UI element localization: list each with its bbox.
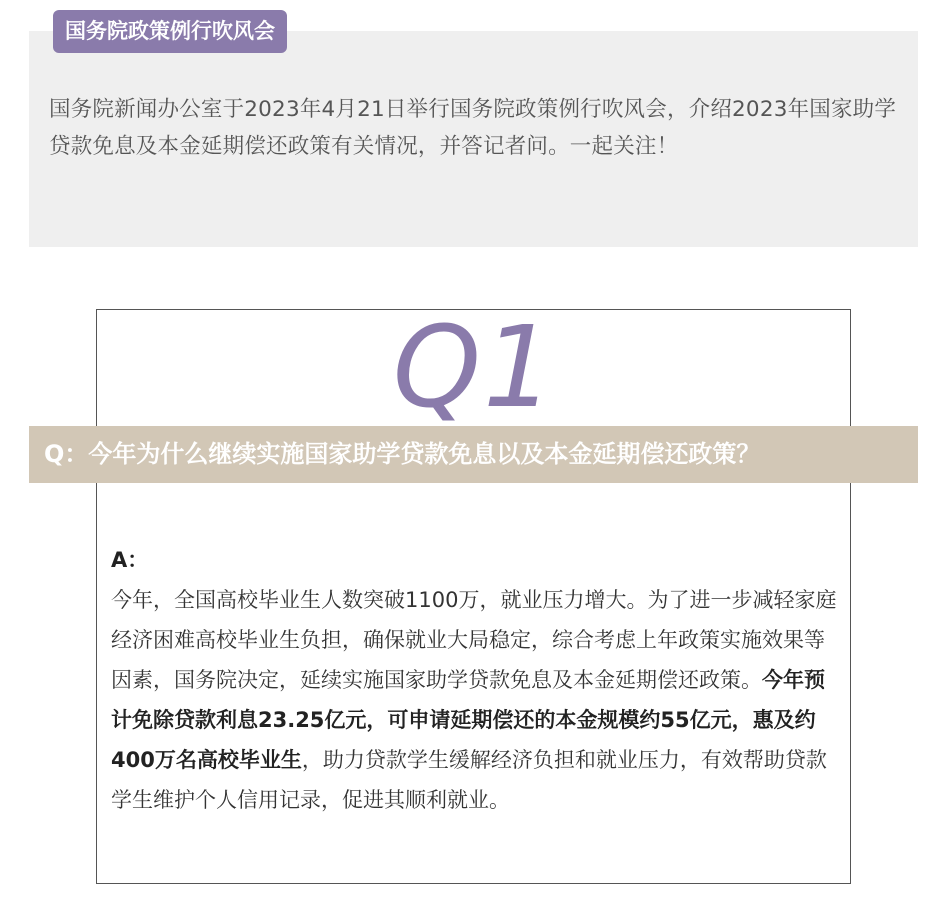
intro-tag: 国务院政策例行吹风会 bbox=[53, 10, 287, 53]
answer-text bbox=[111, 580, 841, 820]
question-number: Q1 bbox=[392, 309, 557, 426]
intro-box bbox=[29, 31, 918, 247]
answer-text-bold: 今年预计免除贷款利息23.25亿元，可申请延期偿还的本金规模约55亿元，惠及约400万名高校毕业生 bbox=[111, 668, 825, 772]
answer-text-part1: 今年，全国高校毕业生人数突破1100万，就业压力增大。为了进一步减轻家庭经济困难高校毕业生负担，确保就业大局稳定，综合考虑上年政策实施效果等因素，国务院决定，延续实施国家助学贷款免息及本金延期偿还政策。 bbox=[111, 588, 837, 692]
intro-text: 国务院新闻办公室于2023年4月21日举行国务院政策例行吹风会，介绍2023年国家助学贷款免息及本金延期偿还政策有关情况，并答记者问。一起关注！ bbox=[49, 97, 897, 159]
answer-text-part2: ，助力贷款学生缓解经济负担和就业压力，有效帮助贷款学生维护个人信用记录，促进其顺利就业。 bbox=[111, 748, 827, 812]
question-heading: Q：今年为什么继续实施国家助学贷款免息以及本金延期偿还政策？ bbox=[29, 426, 918, 483]
answer-block bbox=[111, 540, 841, 820]
answer-label: A： bbox=[111, 548, 149, 572]
